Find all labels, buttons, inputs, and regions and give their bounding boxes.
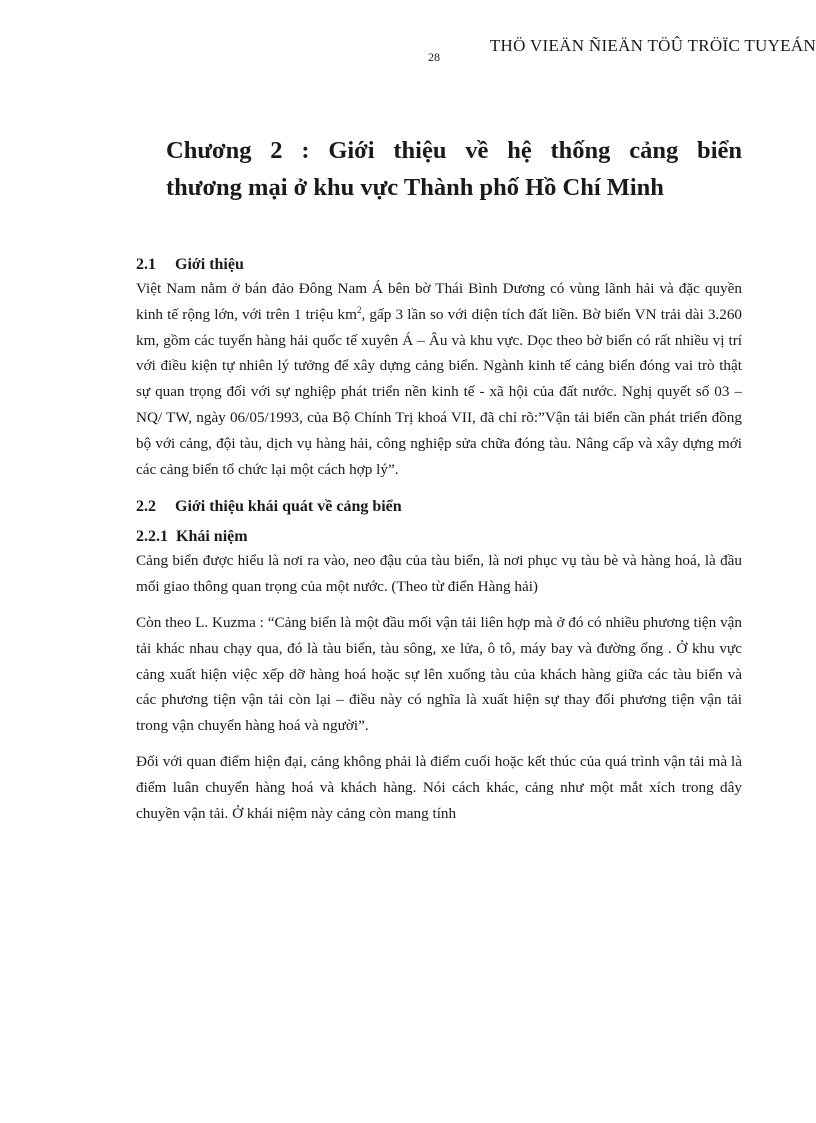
chapter-title (166, 132, 742, 206)
section-number: 2.2 (136, 498, 156, 516)
running-header: THÖ VIEÄN ÑIEÄN TÖÛ TRÖÏC TUYEÁN (489, 36, 816, 55)
paragraph-modern-view: Đối với quan điểm hiện đại, cảng không phải là điểm cuối hoặc kết thúc của quá trình vận tải mà là điểm luân chuyển hàng hoá và khách hàng. Nói cách khác, cảng như một mắt xích trong dây chuyền vận tải. Ở khái niệm này cảng còn mang tính (136, 752, 742, 822)
section-heading-2-2 (136, 496, 742, 518)
section-number: 2.1 (136, 256, 156, 273)
paragraph-intro-text-a: Việt Nam nằm ở bán đảo Đông Nam Á bên bờ Thái Bình Dương có vùng lãnh hải và đặc quyền kinh tế rộng lớn, với trên 1 triệu km (136, 280, 742, 323)
section-heading-2-1 (136, 254, 742, 276)
chapter-title-line-2: thương mại ở khu vực Thành phố Hồ Chí Minh (166, 174, 664, 201)
section-title: Giới thiệu (175, 256, 244, 273)
page-number: 28 (428, 50, 440, 64)
subsection-number: 2.2.1 (136, 528, 168, 546)
document-body (136, 254, 742, 826)
paragraph-intro-text-b: , gấp 3 lần so với diện tích đất liền. Bờ biển VN trải dài 3.260 km, gồm các tuyến hàng hải quốc tế xuyên Á – Âu và khu vực. Dọc theo bờ biển có rất nhiều vị trí với điều kiện tự nhiên lý tưởng để xây dựng cảng biển. Ngành kinh tế cảng biển đóng vai trò thật sự quan trọng đối với sự nghiệp phát triển nền kinh tế - xã hội của đất nước. Nghị quyết số 03 – NQ/ TW, ngày 06/05/1993, của Bộ Chính Trị khoá VII, đã chỉ rõ:”Vận tải biển cần phát triển đồng bộ với cảng, đội tàu, dịch vụ hàng hải, công nghiệp sửa chữa đóng tàu. Nâng cấp và xây dựng mới các cảng biển tổ chức lại một cách hợp lý”. (136, 305, 743, 478)
paragraph-definition: Cảng biển được hiểu là nơi ra vào, neo đậu của tàu biển, là nơi phục vụ tàu bè và hàng hoá, là đầu mối giao thông quan trọng của một nước. (Theo từ điển Hàng hải) (136, 552, 742, 596)
subsection-heading-2-2-1 (136, 526, 742, 548)
chapter-title-line-1: Chương 2 : Giới thiệu về hệ thống cảng biển (166, 137, 742, 164)
superscript: 2 (356, 304, 362, 315)
paragraph-kuzma-quote: Còn theo L. Kuzma : “Cảng biển là một đầu mối vận tải liên hợp mà ở đó có nhiều phương tiện vận tải khác nhau chạy qua, đó là tàu biển, tàu sông, xe lửa, ô tô, máy bay và đường ống . Ở khu vực cảng xuất hiện việc xếp dỡ hàng hoá hoặc sự lên xuống tàu của khách hàng giữa các tàu biển và các phương tiện vận tải còn lại – điều này có nghĩa là xuất hiện sự thay đổi phương tiện vận tải trong vận chuyển hàng hoá và người”. (136, 613, 742, 735)
paragraph-intro (136, 276, 742, 482)
section-title: Giới thiệu khái quát về cảng biển (175, 498, 402, 516)
subsection-title: Khái niệm (176, 528, 248, 546)
